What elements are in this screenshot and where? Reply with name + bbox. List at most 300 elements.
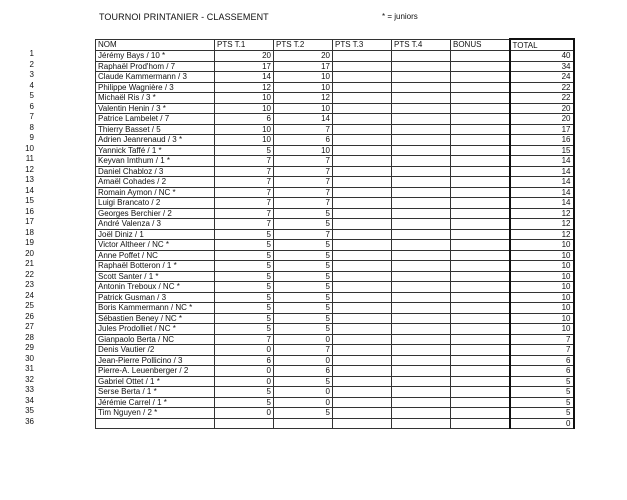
- row-number: 16: [25, 206, 34, 216]
- pts-t1-cell: 5: [215, 313, 274, 324]
- table-row: [96, 51, 574, 62]
- pts-t4-cell: [392, 72, 451, 83]
- row-number: 2: [29, 59, 34, 69]
- pts-t1-cell: 7: [215, 198, 274, 209]
- pts-t3-cell: [333, 261, 392, 272]
- pts-t3-cell: [333, 313, 392, 324]
- total-cell: 10: [510, 271, 574, 282]
- player-name-cell: Michaël Ris / 3 *: [96, 93, 215, 104]
- table-row: [96, 198, 574, 209]
- pts-t1-cell: 5: [215, 250, 274, 261]
- pts-t1-cell: 7: [215, 156, 274, 167]
- table-row: [96, 82, 574, 93]
- table-row: [96, 135, 574, 146]
- player-name-cell: Luigi Brancato / 2: [96, 198, 215, 209]
- total-cell: 5: [510, 387, 574, 398]
- player-name-cell: Philippe Wagnière / 3: [96, 82, 215, 93]
- bonus-cell: [451, 219, 510, 230]
- table-row: [96, 156, 574, 167]
- table-row: [96, 355, 574, 366]
- row-number: 26: [25, 311, 34, 321]
- bonus-cell: [451, 334, 510, 345]
- row-number: 12: [25, 164, 34, 174]
- pts-t4-cell: [392, 135, 451, 146]
- player-name-cell: André Valenza / 3: [96, 219, 215, 230]
- player-name-cell: Amaël Cohades / 2: [96, 177, 215, 188]
- row-number: 10: [25, 143, 34, 153]
- pts-t4-cell: [392, 166, 451, 177]
- pts-t1-cell: 7: [215, 208, 274, 219]
- bonus-cell: [451, 198, 510, 209]
- row-number: 15: [25, 196, 34, 205]
- bonus-cell: [451, 229, 510, 240]
- total-cell: 14: [510, 177, 574, 188]
- pts-t2-cell: 7: [274, 124, 333, 135]
- pts-t3-cell: [333, 135, 392, 146]
- pts-t2-cell: 17: [274, 61, 333, 72]
- table-row: [96, 177, 574, 188]
- col-header-pts-t3: PTS T.3: [333, 39, 392, 51]
- table-row: [96, 208, 574, 219]
- row-number: 22: [25, 269, 34, 279]
- pts-t3-cell: [333, 397, 392, 408]
- pts-t4-cell: [392, 324, 451, 335]
- bonus-cell: [451, 387, 510, 398]
- pts-t4-cell: [392, 292, 451, 303]
- table-row: [96, 114, 574, 125]
- pts-t1-cell: 6: [215, 355, 274, 366]
- pts-t2-cell: 5: [274, 292, 333, 303]
- table-row: [96, 229, 574, 240]
- total-cell: 10: [510, 303, 574, 314]
- player-name-cell: Daniel Chabloz / 3: [96, 166, 215, 177]
- row-number: 21: [25, 259, 34, 268]
- table-row: [96, 93, 574, 104]
- table-row: [96, 408, 574, 419]
- pts-t4-cell: [392, 387, 451, 398]
- total-cell: 20: [510, 103, 574, 114]
- table-row: [96, 250, 574, 261]
- bonus-cell: [451, 376, 510, 387]
- pts-t4-cell: [392, 366, 451, 377]
- pts-t3-cell: [333, 334, 392, 345]
- pts-t1-cell: 7: [215, 219, 274, 230]
- pts-t2-cell: 6: [274, 366, 333, 377]
- total-cell: 12: [510, 208, 574, 219]
- bonus-cell: [451, 177, 510, 188]
- row-number: 35: [25, 406, 34, 415]
- table-row: [96, 145, 574, 156]
- player-name-cell: Scott Santer / 1 *: [96, 271, 215, 282]
- pts-t4-cell: [392, 282, 451, 293]
- bonus-cell: [451, 282, 510, 293]
- pts-t3-cell: [333, 61, 392, 72]
- total-cell: 7: [510, 334, 574, 345]
- total-cell: 14: [510, 187, 574, 198]
- pts-t1-cell: 17: [215, 61, 274, 72]
- bonus-cell: [451, 292, 510, 303]
- pts-t2-cell: 5: [274, 324, 333, 335]
- pts-t3-cell: [333, 145, 392, 156]
- pts-t2-cell: 5: [274, 208, 333, 219]
- pts-t2-cell: 14: [274, 114, 333, 125]
- pts-t4-cell: [392, 219, 451, 230]
- pts-t2-cell: 7: [274, 177, 333, 188]
- total-cell: 6: [510, 355, 574, 366]
- pts-t1-cell: 10: [215, 93, 274, 104]
- pts-t3-cell: [333, 292, 392, 303]
- bonus-cell: [451, 250, 510, 261]
- pts-t4-cell: [392, 124, 451, 135]
- table-row: [96, 397, 574, 408]
- player-name-cell: Raphaël Prod'hom / 7: [96, 61, 215, 72]
- row-number: 13: [25, 175, 34, 184]
- player-name-cell: Keyvan Imthum / 1 *: [96, 156, 215, 167]
- player-name-cell: Romain Aymon / NC *: [96, 187, 215, 198]
- bonus-cell: [451, 61, 510, 72]
- pts-t3-cell: [333, 103, 392, 114]
- pts-t2-cell: 7: [274, 166, 333, 177]
- pts-t2-cell: 7: [274, 229, 333, 240]
- total-cell: 14: [510, 166, 574, 177]
- pts-t3-cell: [333, 177, 392, 188]
- total-cell: 20: [510, 114, 574, 125]
- pts-t1-cell: 5: [215, 303, 274, 314]
- pts-t1-cell: 10: [215, 103, 274, 114]
- pts-t3-cell: [333, 303, 392, 314]
- total-cell: 14: [510, 156, 574, 167]
- bonus-cell: [451, 124, 510, 135]
- pts-t1-cell: 5: [215, 292, 274, 303]
- pts-t2-cell: 0: [274, 397, 333, 408]
- pts-t2-cell: 6: [274, 135, 333, 146]
- row-number: 32: [25, 374, 34, 384]
- table-row: [96, 324, 574, 335]
- player-name-cell: Joël Diniz / 1: [96, 229, 215, 240]
- bonus-cell: [451, 135, 510, 146]
- pts-t1-cell: 5: [215, 261, 274, 272]
- player-name-cell: Yannick Taffé / 1 *: [96, 145, 215, 156]
- pts-t1-cell: 14: [215, 72, 274, 83]
- bonus-cell: [451, 72, 510, 83]
- document-title: TOURNOI PRINTANIER - CLASSEMENT: [99, 12, 269, 22]
- table-row: [96, 166, 574, 177]
- bonus-cell: [451, 418, 510, 429]
- total-cell: 10: [510, 261, 574, 272]
- total-cell: 5: [510, 397, 574, 408]
- player-name-cell: Tim Nguyen / 2 *: [96, 408, 215, 419]
- juniors-note: * = juniors: [382, 12, 418, 21]
- bonus-cell: [451, 156, 510, 167]
- bonus-cell: [451, 51, 510, 62]
- row-number: 1: [29, 49, 34, 58]
- bonus-cell: [451, 145, 510, 156]
- pts-t1-cell: 7: [215, 334, 274, 345]
- bonus-cell: [451, 240, 510, 251]
- pts-t2-cell: 5: [274, 376, 333, 387]
- player-name-cell: Anne Poffet / NC: [96, 250, 215, 261]
- total-cell: 10: [510, 292, 574, 303]
- pts-t4-cell: [392, 93, 451, 104]
- pts-t1-cell: 5: [215, 229, 274, 240]
- table-row: [96, 72, 574, 83]
- table-row: [96, 240, 574, 251]
- pts-t3-cell: [333, 418, 392, 429]
- pts-t2-cell: 5: [274, 261, 333, 272]
- col-header-pts-t1: PTS T.1: [215, 39, 274, 51]
- total-cell: 10: [510, 250, 574, 261]
- pts-t2-cell: 10: [274, 145, 333, 156]
- total-cell: 0: [510, 418, 574, 429]
- bonus-cell: [451, 103, 510, 114]
- pts-t2-cell: 5: [274, 282, 333, 293]
- bonus-cell: [451, 166, 510, 177]
- table-row: [96, 271, 574, 282]
- pts-t1-cell: 10: [215, 124, 274, 135]
- row-number: 3: [29, 70, 34, 79]
- pts-t3-cell: [333, 387, 392, 398]
- player-name-cell: Georges Berchier / 2: [96, 208, 215, 219]
- player-name-cell: Claude Kammermann / 3: [96, 72, 215, 83]
- pts-t2-cell: 0: [274, 334, 333, 345]
- pts-t1-cell: 0: [215, 366, 274, 377]
- ranking-table: [95, 38, 575, 429]
- player-name-cell: Gabriel Ottet / 1 *: [96, 376, 215, 387]
- pts-t1-cell: 20: [215, 51, 274, 62]
- pts-t1-cell: 10: [215, 135, 274, 146]
- pts-t4-cell: [392, 187, 451, 198]
- pts-t4-cell: [392, 145, 451, 156]
- row-number: 7: [29, 112, 34, 121]
- pts-t1-cell: 7: [215, 166, 274, 177]
- player-name-cell: Thierry Basset / 5: [96, 124, 215, 135]
- pts-t4-cell: [392, 114, 451, 125]
- pts-t2-cell: 7: [274, 198, 333, 209]
- row-number: 30: [25, 353, 34, 363]
- pts-t2-cell: 5: [274, 250, 333, 261]
- pts-t2-cell: 5: [274, 271, 333, 282]
- pts-t1-cell: 6: [215, 114, 274, 125]
- pts-t4-cell: [392, 334, 451, 345]
- total-cell: 7: [510, 345, 574, 356]
- total-cell: 12: [510, 219, 574, 230]
- pts-t1-cell: 0: [215, 345, 274, 356]
- pts-t3-cell: [333, 166, 392, 177]
- pts-t4-cell: [392, 240, 451, 251]
- pts-t3-cell: [333, 156, 392, 167]
- col-header-pts-t4: PTS T.4: [392, 39, 451, 51]
- row-numbers: [0, 49, 40, 427]
- total-cell: 10: [510, 282, 574, 293]
- table-row: [96, 103, 574, 114]
- row-number: 6: [29, 101, 34, 111]
- player-name-cell: Valentin Henin / 3 *: [96, 103, 215, 114]
- player-name-cell: Sébastien Beney / NC *: [96, 313, 215, 324]
- pts-t3-cell: [333, 187, 392, 198]
- total-cell: 34: [510, 61, 574, 72]
- pts-t3-cell: [333, 366, 392, 377]
- pts-t2-cell: 10: [274, 72, 333, 83]
- pts-t2-cell: 0: [274, 387, 333, 398]
- col-header-nom: NOM: [96, 39, 215, 51]
- pts-t1-cell: 5: [215, 387, 274, 398]
- pts-t4-cell: [392, 271, 451, 282]
- pts-t4-cell: [392, 397, 451, 408]
- player-name-cell: Jean-Pierre Pollicino / 3: [96, 355, 215, 366]
- table-row: [96, 334, 574, 345]
- pts-t4-cell: [392, 376, 451, 387]
- pts-t1-cell: 5: [215, 271, 274, 282]
- row-number: 14: [25, 185, 34, 195]
- total-cell: 17: [510, 124, 574, 135]
- player-name-cell: Jules Prodolliet / NC *: [96, 324, 215, 335]
- player-name-cell: [96, 418, 215, 429]
- pts-t2-cell: 5: [274, 313, 333, 324]
- bonus-cell: [451, 208, 510, 219]
- pts-t1-cell: 0: [215, 408, 274, 419]
- player-name-cell: Pierre-A. Leuenberger / 2: [96, 366, 215, 377]
- pts-t3-cell: [333, 72, 392, 83]
- pts-t4-cell: [392, 261, 451, 272]
- pts-t4-cell: [392, 418, 451, 429]
- table-row: [96, 345, 574, 356]
- table-row: [96, 261, 574, 272]
- pts-t3-cell: [333, 198, 392, 209]
- row-number: 23: [25, 280, 34, 289]
- pts-t2-cell: 5: [274, 240, 333, 251]
- col-header-pts-t2: PTS T.2: [274, 39, 333, 51]
- pts-t2-cell: 20: [274, 51, 333, 62]
- bonus-cell: [451, 187, 510, 198]
- row-number: 8: [29, 122, 34, 132]
- row-number: 11: [25, 154, 34, 163]
- bonus-cell: [451, 355, 510, 366]
- pts-t1-cell: 7: [215, 177, 274, 188]
- bonus-cell: [451, 303, 510, 314]
- total-cell: 15: [510, 145, 574, 156]
- pts-t2-cell: 0: [274, 355, 333, 366]
- pts-t1-cell: 5: [215, 240, 274, 251]
- bonus-cell: [451, 324, 510, 335]
- pts-t4-cell: [392, 355, 451, 366]
- pts-t2-cell: 7: [274, 345, 333, 356]
- player-name-cell: Jérémy Bays / 10 *: [96, 51, 215, 62]
- row-number: 20: [25, 248, 34, 258]
- total-cell: 6: [510, 366, 574, 377]
- bonus-cell: [451, 345, 510, 356]
- table-row: [96, 418, 574, 429]
- pts-t2-cell: 10: [274, 82, 333, 93]
- total-cell: 40: [510, 51, 574, 62]
- pts-t3-cell: [333, 82, 392, 93]
- pts-t4-cell: [392, 61, 451, 72]
- pts-t1-cell: 5: [215, 145, 274, 156]
- player-name-cell: Boris Kammermann / NC *: [96, 303, 215, 314]
- row-number: 19: [25, 238, 34, 247]
- bonus-cell: [451, 313, 510, 324]
- row-number: 17: [25, 217, 34, 226]
- bonus-cell: [451, 82, 510, 93]
- row-number: 31: [25, 364, 34, 373]
- table-row: [96, 366, 574, 377]
- bonus-cell: [451, 93, 510, 104]
- total-cell: 5: [510, 408, 574, 419]
- table-row: [96, 61, 574, 72]
- pts-t2-cell: 5: [274, 408, 333, 419]
- pts-t3-cell: [333, 282, 392, 293]
- col-header-bonus: BONUS: [451, 39, 510, 51]
- player-name-cell: Denis Vautier /2: [96, 345, 215, 356]
- pts-t3-cell: [333, 51, 392, 62]
- pts-t4-cell: [392, 208, 451, 219]
- pts-t4-cell: [392, 250, 451, 261]
- row-number: 9: [29, 133, 34, 142]
- row-number: 4: [29, 80, 34, 90]
- table-row: [96, 376, 574, 387]
- pts-t3-cell: [333, 271, 392, 282]
- table-row: [96, 292, 574, 303]
- pts-t4-cell: [392, 177, 451, 188]
- pts-t4-cell: [392, 198, 451, 209]
- player-name-cell: Victor Altheer / NC *: [96, 240, 215, 251]
- row-number: 33: [25, 385, 34, 394]
- pts-t2-cell: 7: [274, 187, 333, 198]
- pts-t1-cell: [215, 418, 274, 429]
- total-cell: 5: [510, 376, 574, 387]
- pts-t2-cell: 7: [274, 156, 333, 167]
- table-row: [96, 187, 574, 198]
- total-cell: 16: [510, 135, 574, 146]
- pts-t4-cell: [392, 229, 451, 240]
- bonus-cell: [451, 114, 510, 125]
- player-name-cell: Jérémie Carrel / 1 *: [96, 397, 215, 408]
- pts-t3-cell: [333, 250, 392, 261]
- table-row: [96, 303, 574, 314]
- pts-t2-cell: 10: [274, 103, 333, 114]
- total-cell: 10: [510, 313, 574, 324]
- table-row: [96, 313, 574, 324]
- total-cell: 22: [510, 93, 574, 104]
- pts-t3-cell: [333, 240, 392, 251]
- player-name-cell: Adrien Jeanrenaud / 3 *: [96, 135, 215, 146]
- row-number: 28: [25, 332, 34, 342]
- pts-t3-cell: [333, 208, 392, 219]
- pts-t4-cell: [392, 303, 451, 314]
- pts-t3-cell: [333, 376, 392, 387]
- pts-t4-cell: [392, 103, 451, 114]
- row-number: 34: [25, 395, 34, 405]
- pts-t3-cell: [333, 114, 392, 125]
- row-number: 18: [25, 227, 34, 237]
- bonus-cell: [451, 261, 510, 272]
- total-cell: 10: [510, 240, 574, 251]
- bonus-cell: [451, 366, 510, 377]
- player-name-cell: Gianpaolo Berta / NC: [96, 334, 215, 345]
- pts-t4-cell: [392, 156, 451, 167]
- pts-t1-cell: 5: [215, 282, 274, 293]
- table-row: [96, 387, 574, 398]
- pts-t1-cell: 5: [215, 397, 274, 408]
- pts-t4-cell: [392, 408, 451, 419]
- total-cell: 12: [510, 229, 574, 240]
- pts-t2-cell: 5: [274, 303, 333, 314]
- pts-t3-cell: [333, 219, 392, 230]
- pts-t1-cell: 7: [215, 187, 274, 198]
- pts-t2-cell: [274, 418, 333, 429]
- row-number: 25: [25, 301, 34, 310]
- pts-t1-cell: 5: [215, 324, 274, 335]
- pts-t3-cell: [333, 124, 392, 135]
